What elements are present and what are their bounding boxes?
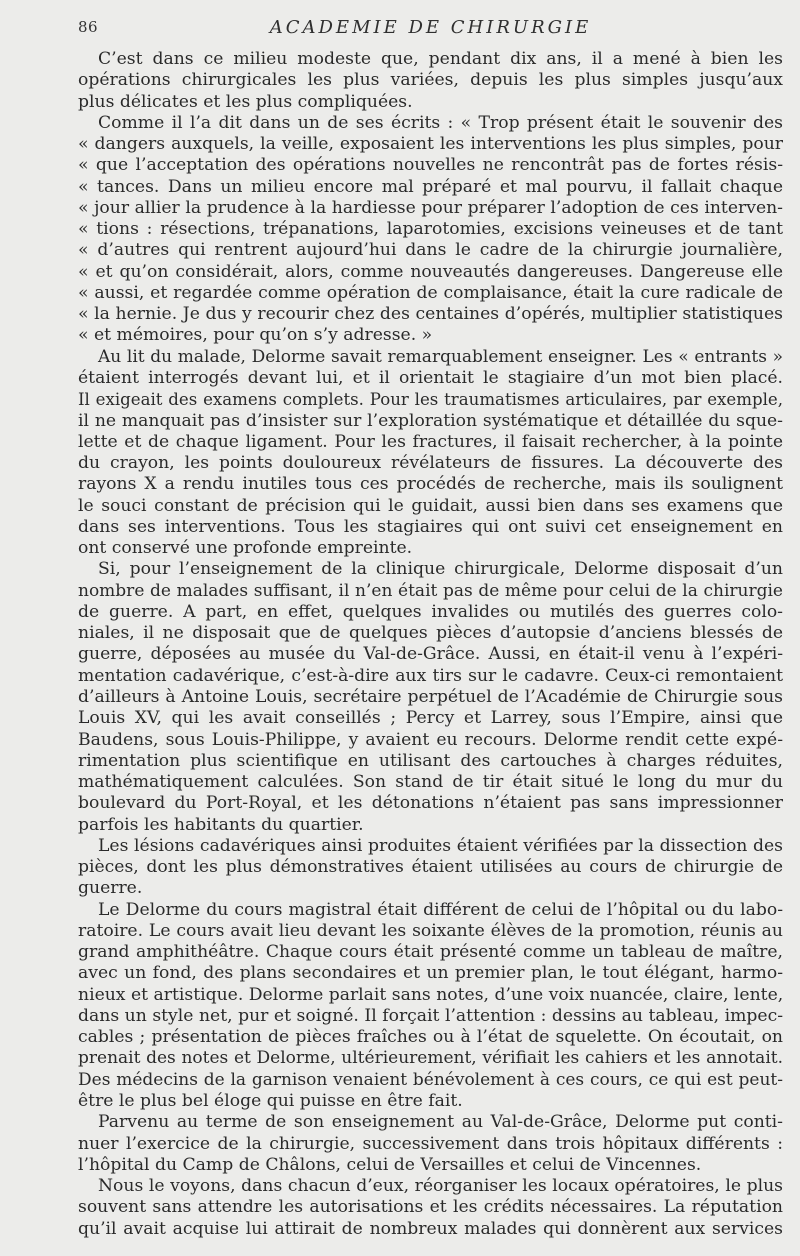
- text-line: le souci constant de précision qui le guidait, aussi bien dans ses examens que: [78, 495, 783, 516]
- text-line: Il exigeait des examens complets. Pour les traumatismes articulaires, par exemple,: [78, 390, 783, 410]
- text-line: rimentation plus scientifique en utilisant des cartouches à charges réduites,: [78, 750, 783, 771]
- text-line: nieux et artistique. Delorme parlait sans notes, d’une voix nuancée, claire, lente,: [78, 984, 784, 1005]
- text-line: « aussi, et regardée comme opération de complaisance, était la cure radicale de: [78, 282, 783, 303]
- text-line: « tances. Dans un milieu encore mal préparé et mal pourvu, il fallait chaque: [78, 176, 783, 197]
- text-line: lette et de chaque ligament. Pour les fractures, il faisait rechercher, à la pointe: [78, 431, 783, 452]
- text-line: nuer l’exercice de la chirurgie, successivement dans trois hôpitaux différents :: [78, 1133, 783, 1154]
- text-line: il ne manquait pas d’insister sur l’exploration systématique et détaillée du sque-: [78, 410, 783, 431]
- text-line: Louis XV, qui les avait conseillés ; Percy et Larrey, sous l’Empire, ainsi que: [78, 708, 783, 729]
- text-line: Au lit du malade, Delorme savait remarquablement enseigner. Les « entrants »: [98, 346, 783, 367]
- text-line: l’hôpital du Camp de Châlons, celui de Versailles et celui de Vincennes.: [78, 1154, 702, 1175]
- text-line: grand amphithéâtre. Chaque cours était présenté comme un tableau de maître,: [78, 942, 783, 963]
- text-line: opérations chirurgicales les plus variées, depuis les plus simples jusqu’aux: [78, 70, 783, 91]
- text-line: cables ; présentation de pièces fraîches ou à l’état de squelette. On écoutait, on: [78, 1027, 783, 1048]
- text-line: Les lésions cadavériques ainsi produites étaient vérifiées par la dissection des: [98, 835, 783, 856]
- text-line: « et mémoires, pour qu’on s’y adresse. »: [78, 325, 433, 346]
- text-line: dans ses interventions. Tous les stagiaires qui ont suivi cet enseignement en: [78, 516, 783, 537]
- text-line: Nous le voyons, dans chacun d’eux, réorganiser les locaux opératoires, le plus: [98, 1176, 783, 1197]
- text-line: Si, pour l’enseignement de la clinique chirurgicale, Delorme disposait d’un: [98, 559, 783, 580]
- text-line: guerre, déposées au musée du Val-de-Grâce. Aussi, en était-il venu à l’expéri-: [78, 644, 783, 665]
- text-line: du crayon, les points douloureux révélateurs de fissures. La découverte des: [78, 453, 783, 474]
- text-line: « tions : résections, trépanations, laparotomies, excisions veineuses et de tant: [78, 219, 783, 240]
- body-text: [78, 49, 783, 1240]
- text-line: pièces, dont les plus démonstratives étaient utilisées au cours de chirurgie de: [78, 857, 783, 878]
- text-line: de guerre. A part, en effet, quelques invalides ou mutilés des guerres colo-: [78, 601, 783, 622]
- text-line: mathématiquement calculées. Son stand de tir était situé le long du mur du: [78, 772, 783, 793]
- text-line: Baudens, sous Louis-Philippe, y avaient eu recours. Delorme rendit cette expé-: [78, 729, 783, 750]
- text-line: « d’autres qui rentrent aujourd’hui dans le cadre de la chirurgie journalière,: [78, 240, 783, 261]
- text-line: « dangers auxquels, la veille, exposaient les interventions les plus simples, pour: [78, 134, 783, 155]
- text-line: étaient interrogés devant lui, et il orientait le stagiaire d’un mot bien placé.: [78, 367, 783, 388]
- page-number: 86: [78, 18, 99, 36]
- text-line: Le Delorme du cours magistral était différent de celui de l’hôpital ou du labo-: [98, 899, 783, 920]
- text-line: « et qu’on considérait, alors, comme nouveautés dangereuses. Dangereuse elle: [78, 261, 783, 282]
- text-line: plus délicates et les plus compliquées.: [78, 91, 413, 112]
- text-line: rayons X a rendu inutiles tous ces procédés de recherche, mais ils soulignent: [78, 474, 783, 495]
- running-title: ACADEMIE DE CHIRURGIE: [269, 17, 592, 38]
- text-line: ratoire. Le cours avait lieu devant les soixante élèves de la promotion, réunis au: [78, 920, 783, 941]
- text-line: niales, il ne disposait que de quelques pièces d’autopsie d’anciens blessés de: [78, 623, 783, 644]
- text-line: nombre de malades suffisant, il n’en était pas de même pour celui de la chirurgie: [78, 580, 783, 601]
- text-line: guerre.: [78, 878, 143, 899]
- text-line: d’ailleurs à Antoine Louis, secrétaire perpétuel de l’Académie de Chirurgie sous: [78, 686, 783, 707]
- text-line: dans un style net, pur et soigné. Il forçait l’attention : dessins au tableau, impec-: [78, 1005, 783, 1026]
- text-line: souvent sans attendre les autorisations et les crédits nécessaires. La réputation: [78, 1197, 783, 1218]
- text-line: prenait des notes et Delorme, ultérieurement, vérifiait les cahiers et les annotait.: [78, 1048, 783, 1069]
- text-line: avec un fond, des plans secondaires et un premier plan, le tout élégant, harmo-: [78, 963, 783, 984]
- page-header: [78, 16, 783, 40]
- text-line: parfois les habitants du quartier.: [78, 814, 364, 835]
- text-line: ont conservé une profonde empreinte.: [78, 538, 413, 559]
- text-line: C’est dans ce milieu modeste que, pendant dix ans, il a mené à bien les: [98, 49, 783, 69]
- text-line: « la hernie. Je dus y recourir chez des centaines d’opérés, multiplier statistiques: [78, 304, 783, 325]
- text-line: Parvenu au terme de son enseignement au Val-de-Grâce, Delorme put conti-: [98, 1112, 783, 1133]
- text-line: « que l’acceptation des opérations nouvelles ne rencontrât pas de fortes résis-: [78, 155, 783, 176]
- text-line: « jour allier la prudence à la hardiesse pour préparer l’adoption de ces interven-: [78, 197, 783, 218]
- text-line: Comme il l’a dit dans un de ses écrits : « Trop présent était le souvenir des: [98, 112, 783, 133]
- text-line: être le plus bel éloge qui puisse en être fait.: [78, 1091, 463, 1112]
- text-line: mentation cadavérique, c’est-à-dire aux tirs sur le cadavre. Ceux-ci remontaient: [78, 665, 783, 686]
- text-line: boulevard du Port-Royal, et les détonations n’étaient pas sans impressionner: [78, 793, 783, 814]
- text-line: qu’il avait acquise lui attirait de nombreux malades qui donnèrent aux services: [78, 1218, 783, 1239]
- text-line: Des médecins de la garnison venaient bénévolement à ces cours, ce qui est peut-: [78, 1069, 783, 1090]
